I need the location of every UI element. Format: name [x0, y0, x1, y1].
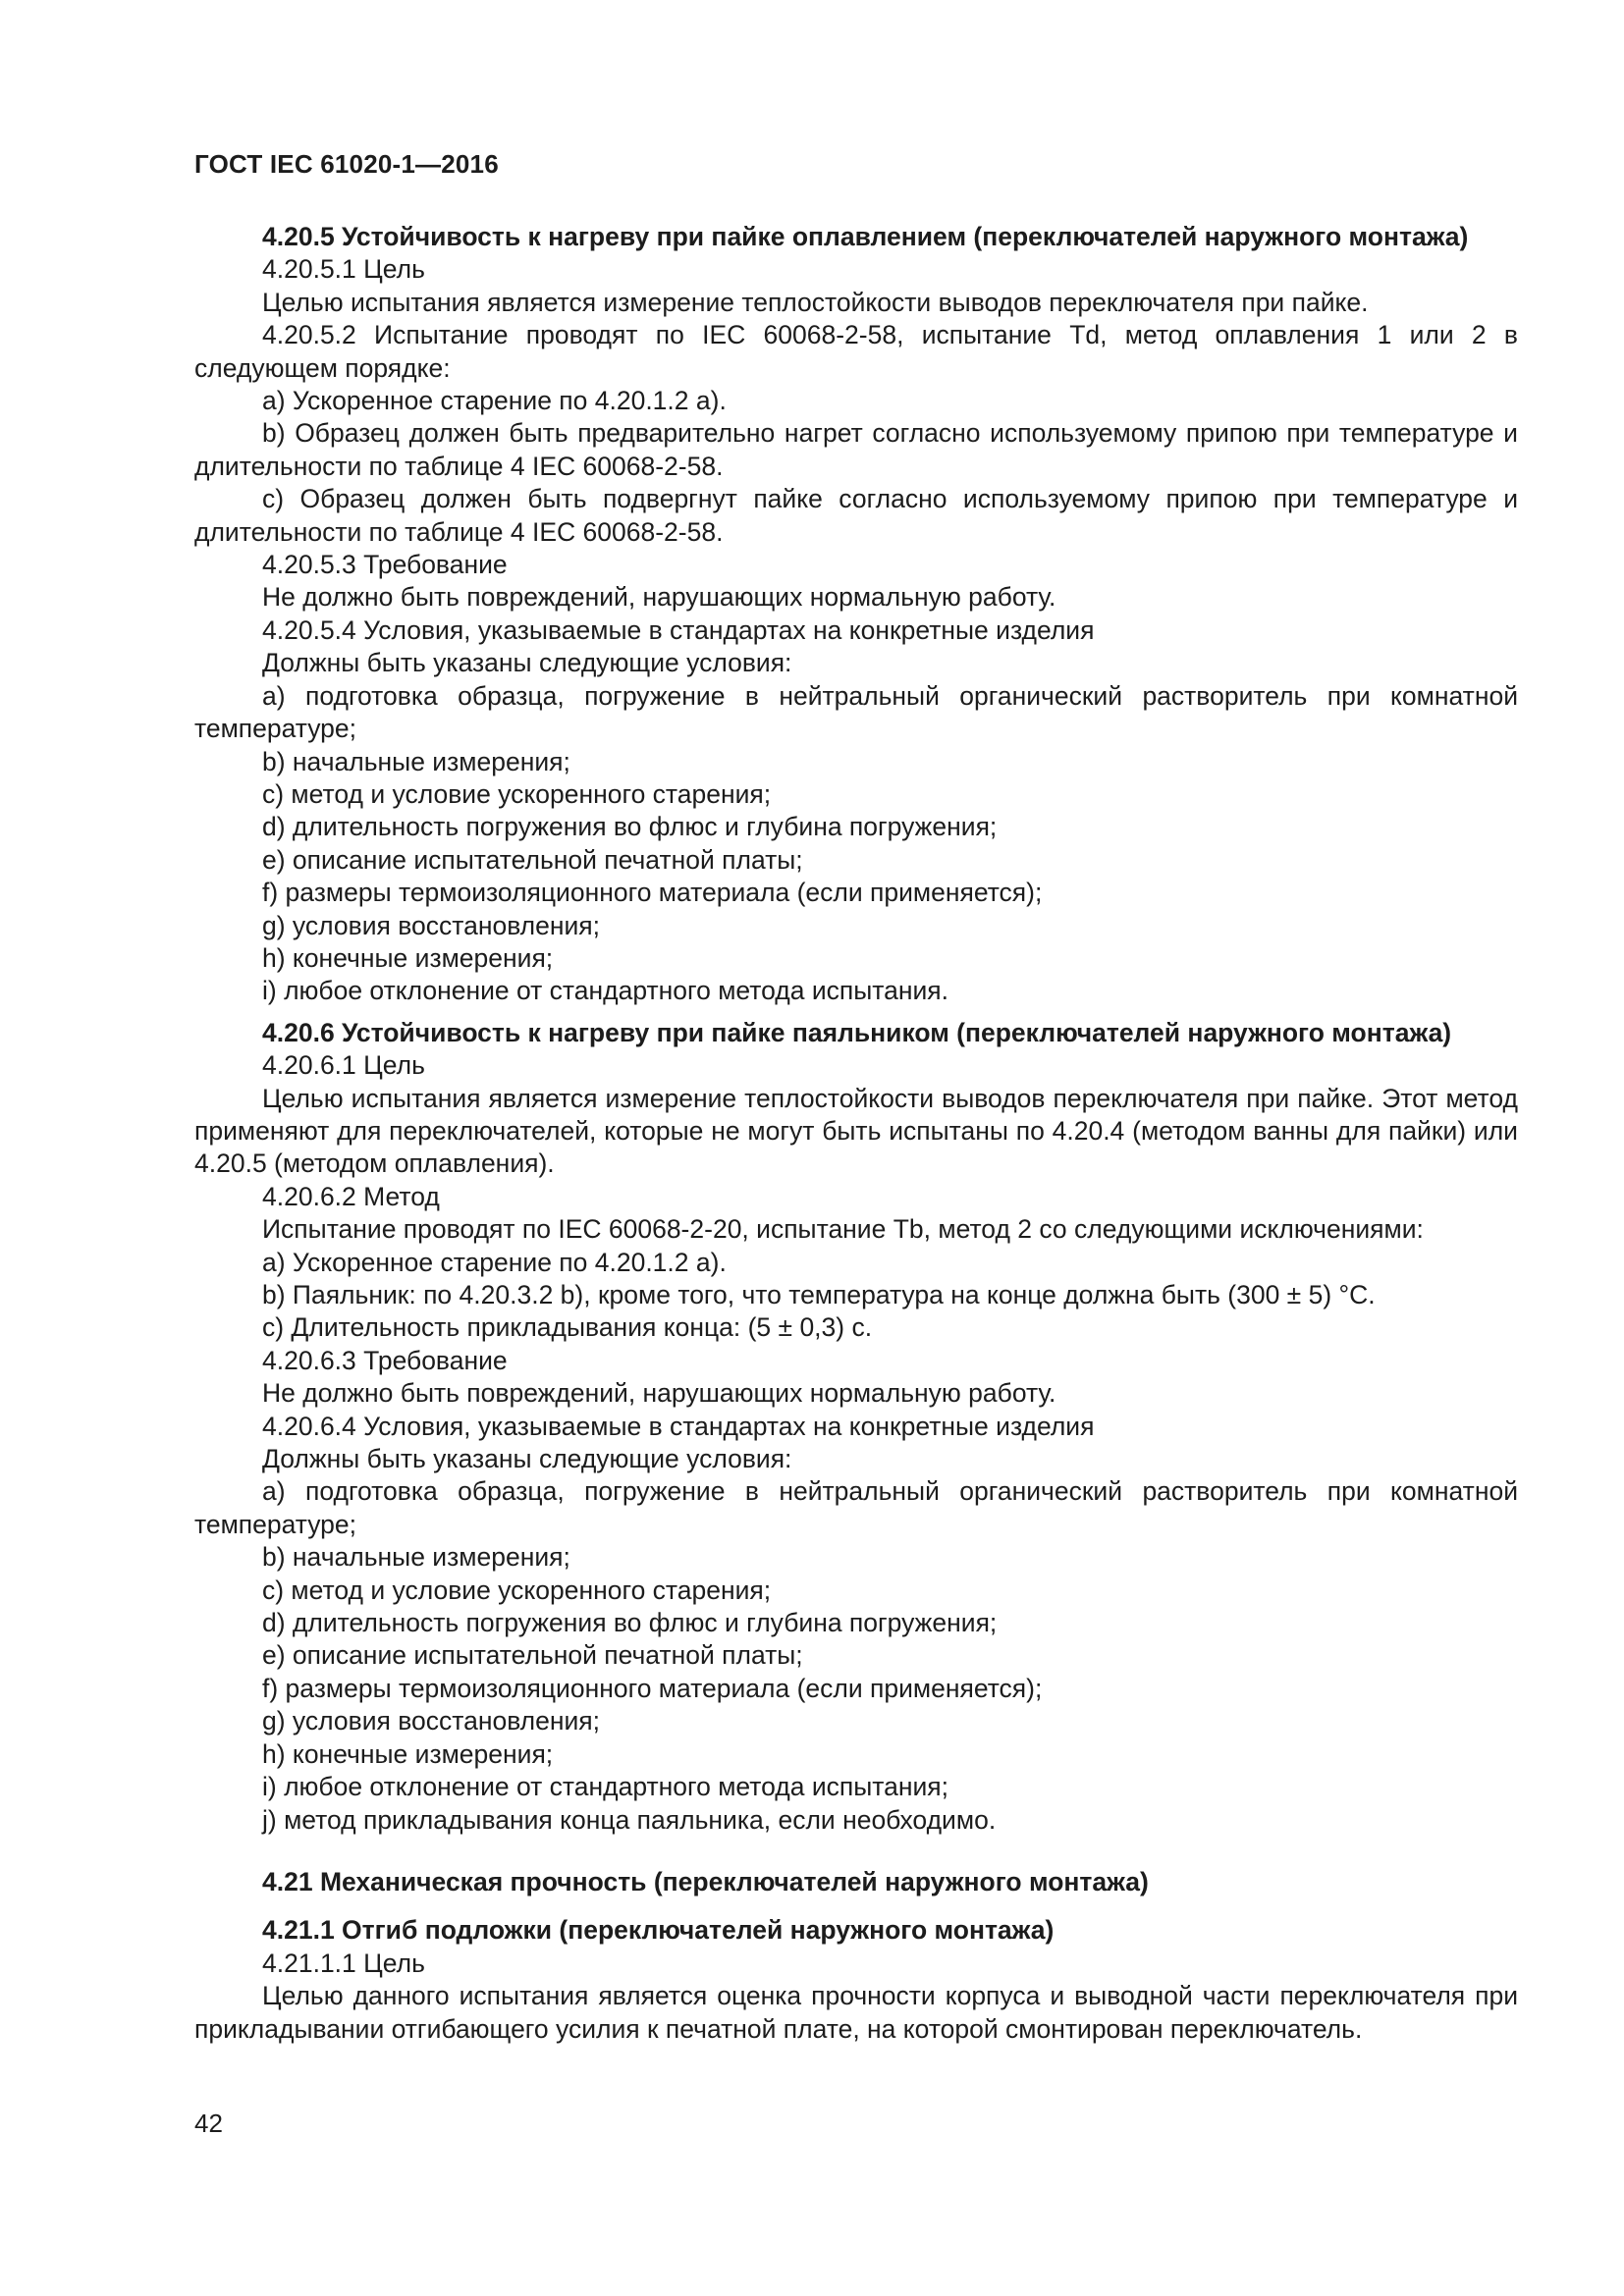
paragraph: Испытание проводят по IEC 60068-2-20, испытание Tb, метод 2 со следующими исключениями:	[262, 1214, 1424, 1245]
paragraph: 4.20.6.3 Требование	[262, 1345, 508, 1375]
page-number: 42	[194, 2109, 223, 2138]
list-item: b) Образец должен быть предварительно нагрет согласно используемому припою при температуре и длительности по таблице 4 IEC 60068-2-58.	[194, 418, 1518, 481]
list-item: d) длительность погружения во флюс и глубина погружения;	[262, 812, 998, 842]
list-item: b) Паяльник: по 4.20.3.2 b), кроме того, что температура на конце должна быть (300 ± 5) °С.	[262, 1280, 1376, 1309]
list-item: c) метод и условие ускоренного старения;	[262, 778, 772, 809]
list-item: e) описание испытательной печатной платы;	[262, 844, 803, 875]
paragraph: 4.21.1.1 Цель	[262, 1948, 425, 1978]
section-heading: 4.21 Механическая прочность (переключателей наружного монтажа)	[262, 1866, 1149, 1896]
list-item: g) условия восстановления;	[262, 1706, 601, 1736]
document-body	[194, 221, 1518, 2046]
paragraph: 4.20.6.4 Условия, указываемые в стандартах на конкретные изделия	[262, 1411, 1095, 1441]
list-item: a) подготовка образца, погружение в нейтральный органический растворитель при комнатной температуре;	[194, 680, 1518, 744]
list-item: c) метод и условие ускоренного старения;	[262, 1575, 772, 1605]
list-item: b) начальные измерения;	[262, 746, 570, 776]
list-item: a) Ускоренное старение по 4.20.1.2 а).	[262, 386, 727, 416]
list-item: c) Образец должен быть подвергнут пайке согласно используемому припою при температуре и длительности по таблице 4 IEC 60068-2-58.	[194, 484, 1518, 547]
list-item: a) подготовка образца, погружение в нейтральный органический растворитель при комнатной температуре;	[194, 1476, 1518, 1539]
paragraph: Целью испытания является измерение теплостойкости выводов переключателя при пайке.	[262, 287, 1369, 317]
paragraph: 4.20.6.1 Цель	[262, 1050, 425, 1081]
list-item: d) длительность погружения во флюс и глубина погружения;	[262, 1608, 998, 1638]
list-item: i) любое отклонение от стандартного метода испытания;	[262, 1772, 949, 1802]
subsection-heading: 4.21.1 Отгиб подложки (переключателей наружного монтажа)	[262, 1915, 1055, 1946]
paragraph: 4.20.5.3 Требование	[262, 550, 508, 580]
list-item: f) размеры термоизоляционного материала (если применяется);	[262, 1673, 1043, 1703]
paragraph: 4.20.5.2 Испытание проводят по IEC 60068-2-58, испытание Td, метод оплавления 1 или 2 в следующем порядке:	[194, 320, 1518, 383]
paragraph: Не должно быть повреждений, нарушающих нормальную работу.	[262, 1378, 1056, 1409]
list-item: e) описание испытательной печатной платы;	[262, 1640, 803, 1671]
paragraph: 4.20.5.1 Цель	[262, 254, 425, 285]
list-item: b) начальные измерения;	[262, 1542, 570, 1573]
paragraph: Целью испытания является измерение теплостойкости выводов переключателя при пайке. Этот метод применяют для переключателей, которые не могут быть испытаны по 4.20.4 (методом ванны для пайки) или 4.20.5 (методом оплавления).	[194, 1083, 1518, 1179]
paragraph: 4.20.5.4 Условия, указываемые в стандартах на конкретные изделия	[262, 614, 1095, 645]
paragraph: Должны быть указаны следующие условия:	[262, 648, 792, 678]
list-item: h) конечные измерения;	[262, 942, 554, 973]
paragraph: Целью данного испытания является оценка прочности корпуса и выводной части переключателя при прикладывании отгибающего усилия к печатной плате, на которой смонтирован переключатель.	[194, 1981, 1518, 2044]
list-item: c) Длительность прикладывания конца: (5 ± 0,3) с.	[262, 1312, 873, 1343]
paragraph: 4.20.6.2 Метод	[262, 1181, 440, 1211]
list-item: j) метод прикладывания конца паяльника, если необходимо.	[262, 1804, 997, 1835]
document-header: ГОСТ IEC 61020-1—2016	[194, 149, 499, 179]
list-item: f) размеры термоизоляционного материала (если применяется);	[262, 878, 1043, 908]
paragraph: Должны быть указаны следующие условия:	[262, 1444, 792, 1474]
section-heading: 4.20.5 Устойчивость к нагреву при пайке оплавлением (переключателей наружного монтажа)	[262, 222, 1469, 251]
list-item: h) конечные измерения;	[262, 1738, 554, 1769]
section-heading: 4.20.6 Устойчивость к нагреву при пайке паяльником (переключателей наружного монтажа)	[262, 1017, 1452, 1047]
paragraph: Не должно быть повреждений, нарушающих нормальную работу.	[262, 582, 1056, 613]
list-item: g) условия восстановления;	[262, 910, 601, 940]
list-item: a) Ускоренное старение по 4.20.1.2 а).	[262, 1247, 727, 1277]
list-item: i) любое отклонение от стандартного метода испытания.	[262, 976, 949, 1006]
